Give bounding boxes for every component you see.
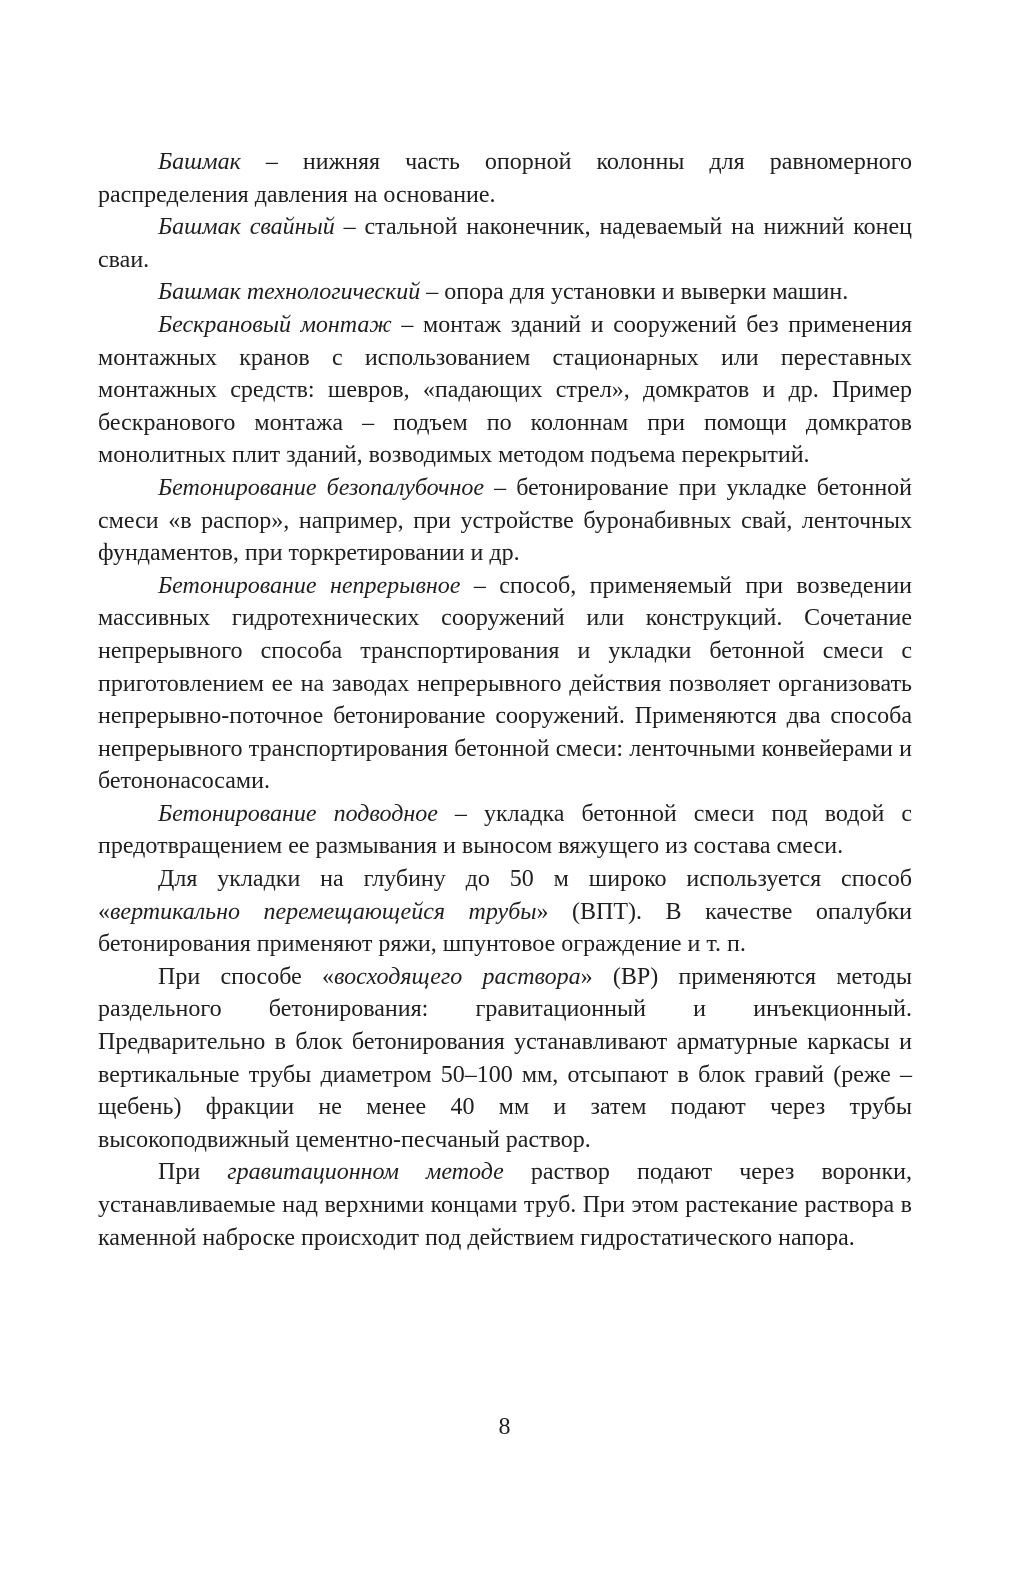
paragraph-prefix: При способе «: [158, 963, 335, 990]
paragraph-bashmak-svainyi: [98, 211, 912, 276]
paragraph-text: – нижняя часть опорной колонны для равномерного распределения давления на основание.: [98, 149, 912, 208]
term-italic: Бетонирование подводное: [158, 800, 438, 827]
paragraph-text: – бетонирование при укладке бетонной смеси «в распор», например, при устройстве буронабивных свай, ленточных фундаментов, при торкретировании и др.: [98, 474, 913, 567]
term-italic: Башмак: [158, 149, 241, 175]
paragraph-text: » (ВПТ). В качестве опалубки бетонирования применяют ряжи, шпунтовое ограждение и т. п.: [98, 898, 912, 958]
paragraph-gravitatsionnyi-metod: [98, 1156, 912, 1254]
term-italic: вертикально перемещающейся трубы: [110, 898, 537, 925]
term-italic: восходящего раствора: [334, 963, 581, 990]
term-italic: Бетонирование безопалубочное: [158, 474, 485, 501]
paragraph-prefix: Для укладки на глубину до 50 м широко используется способ «: [98, 866, 912, 925]
paragraph-vpt: [98, 863, 912, 961]
paragraph-bashmak-tekhnologicheskii: [98, 276, 912, 309]
term-italic: гравитационном методе: [227, 1159, 504, 1186]
paragraph-text: – опора для установки и выверки машин.: [420, 279, 849, 306]
paragraph-betonirovanie-bezopalubochnoe: [98, 472, 912, 570]
paragraph-text: – стальной наконечник, надеваемый на нижний конец сваи.: [98, 214, 912, 273]
page-number: 8: [498, 1414, 511, 1440]
body-text: [98, 146, 912, 1254]
term-italic: Башмак свайный: [158, 214, 335, 241]
paragraph-bashmak: [98, 146, 912, 211]
paragraph-betonirovanie-podvodnoe: [98, 798, 912, 863]
term-italic: Башмак технологический: [158, 279, 421, 306]
paragraph-prefix: При: [158, 1159, 228, 1186]
term-italic: Бетонирование непрерывное: [158, 572, 461, 599]
paragraph-beskranovyi-montazh: [98, 309, 912, 472]
paragraph-betonirovanie-nepreryvnoe: [98, 570, 912, 798]
paragraph-text: » (ВР) применяются методы раздельного бетонирования: гравитационный и инъекционный. Предварительно в блок бетонирования устанавливают арматурные каркасы и вертикальные трубы диаметром 50–100 мм, отсыпают в блок гравий (реже – щебень) фракции не менее 40 мм и затем подают через трубы высокоподвижный цементно-песчаный раствор.: [98, 963, 912, 1153]
paragraph-text: – укладка бетонной смеси под водой с предотвращением ее размывания и выносом вяжущего из состава смеси.: [98, 800, 912, 860]
paragraph-text: – способ, применяемый при возведении массивных гидротехнических сооружений или конструкций. Сочетание непрерывного способа транспортирования и укладки бетонной смеси с приготовлением ее на заводах непрерывного действия позволяет организовать непрерывно-поточное бетонирование сооружений. Применяются два способа непрерывного транспортирования бетонной смеси: ленточными конвейерами и бетононасосами.: [98, 572, 913, 795]
paragraph-text: – монтаж зданий и сооружений без применения монтажных кранов с использованием стационарных или переставных монтажных средств: шевров, «падающих стрел», домкратов и др. Пример бескранового монтажа – подъем по колоннам при помощи домкратов монолитных плит зданий, возводимых методом подъема перекрытий.: [98, 311, 912, 469]
paragraph-vr: [98, 961, 912, 1157]
term-italic: Бескрановый монтаж: [158, 311, 392, 338]
paragraph-text: раствор подают через воронки, устанавливаемые над верхними концами труб. При этом растекание раствора в каменной наброске происходит под действием гидростатического напора.: [98, 1159, 912, 1251]
